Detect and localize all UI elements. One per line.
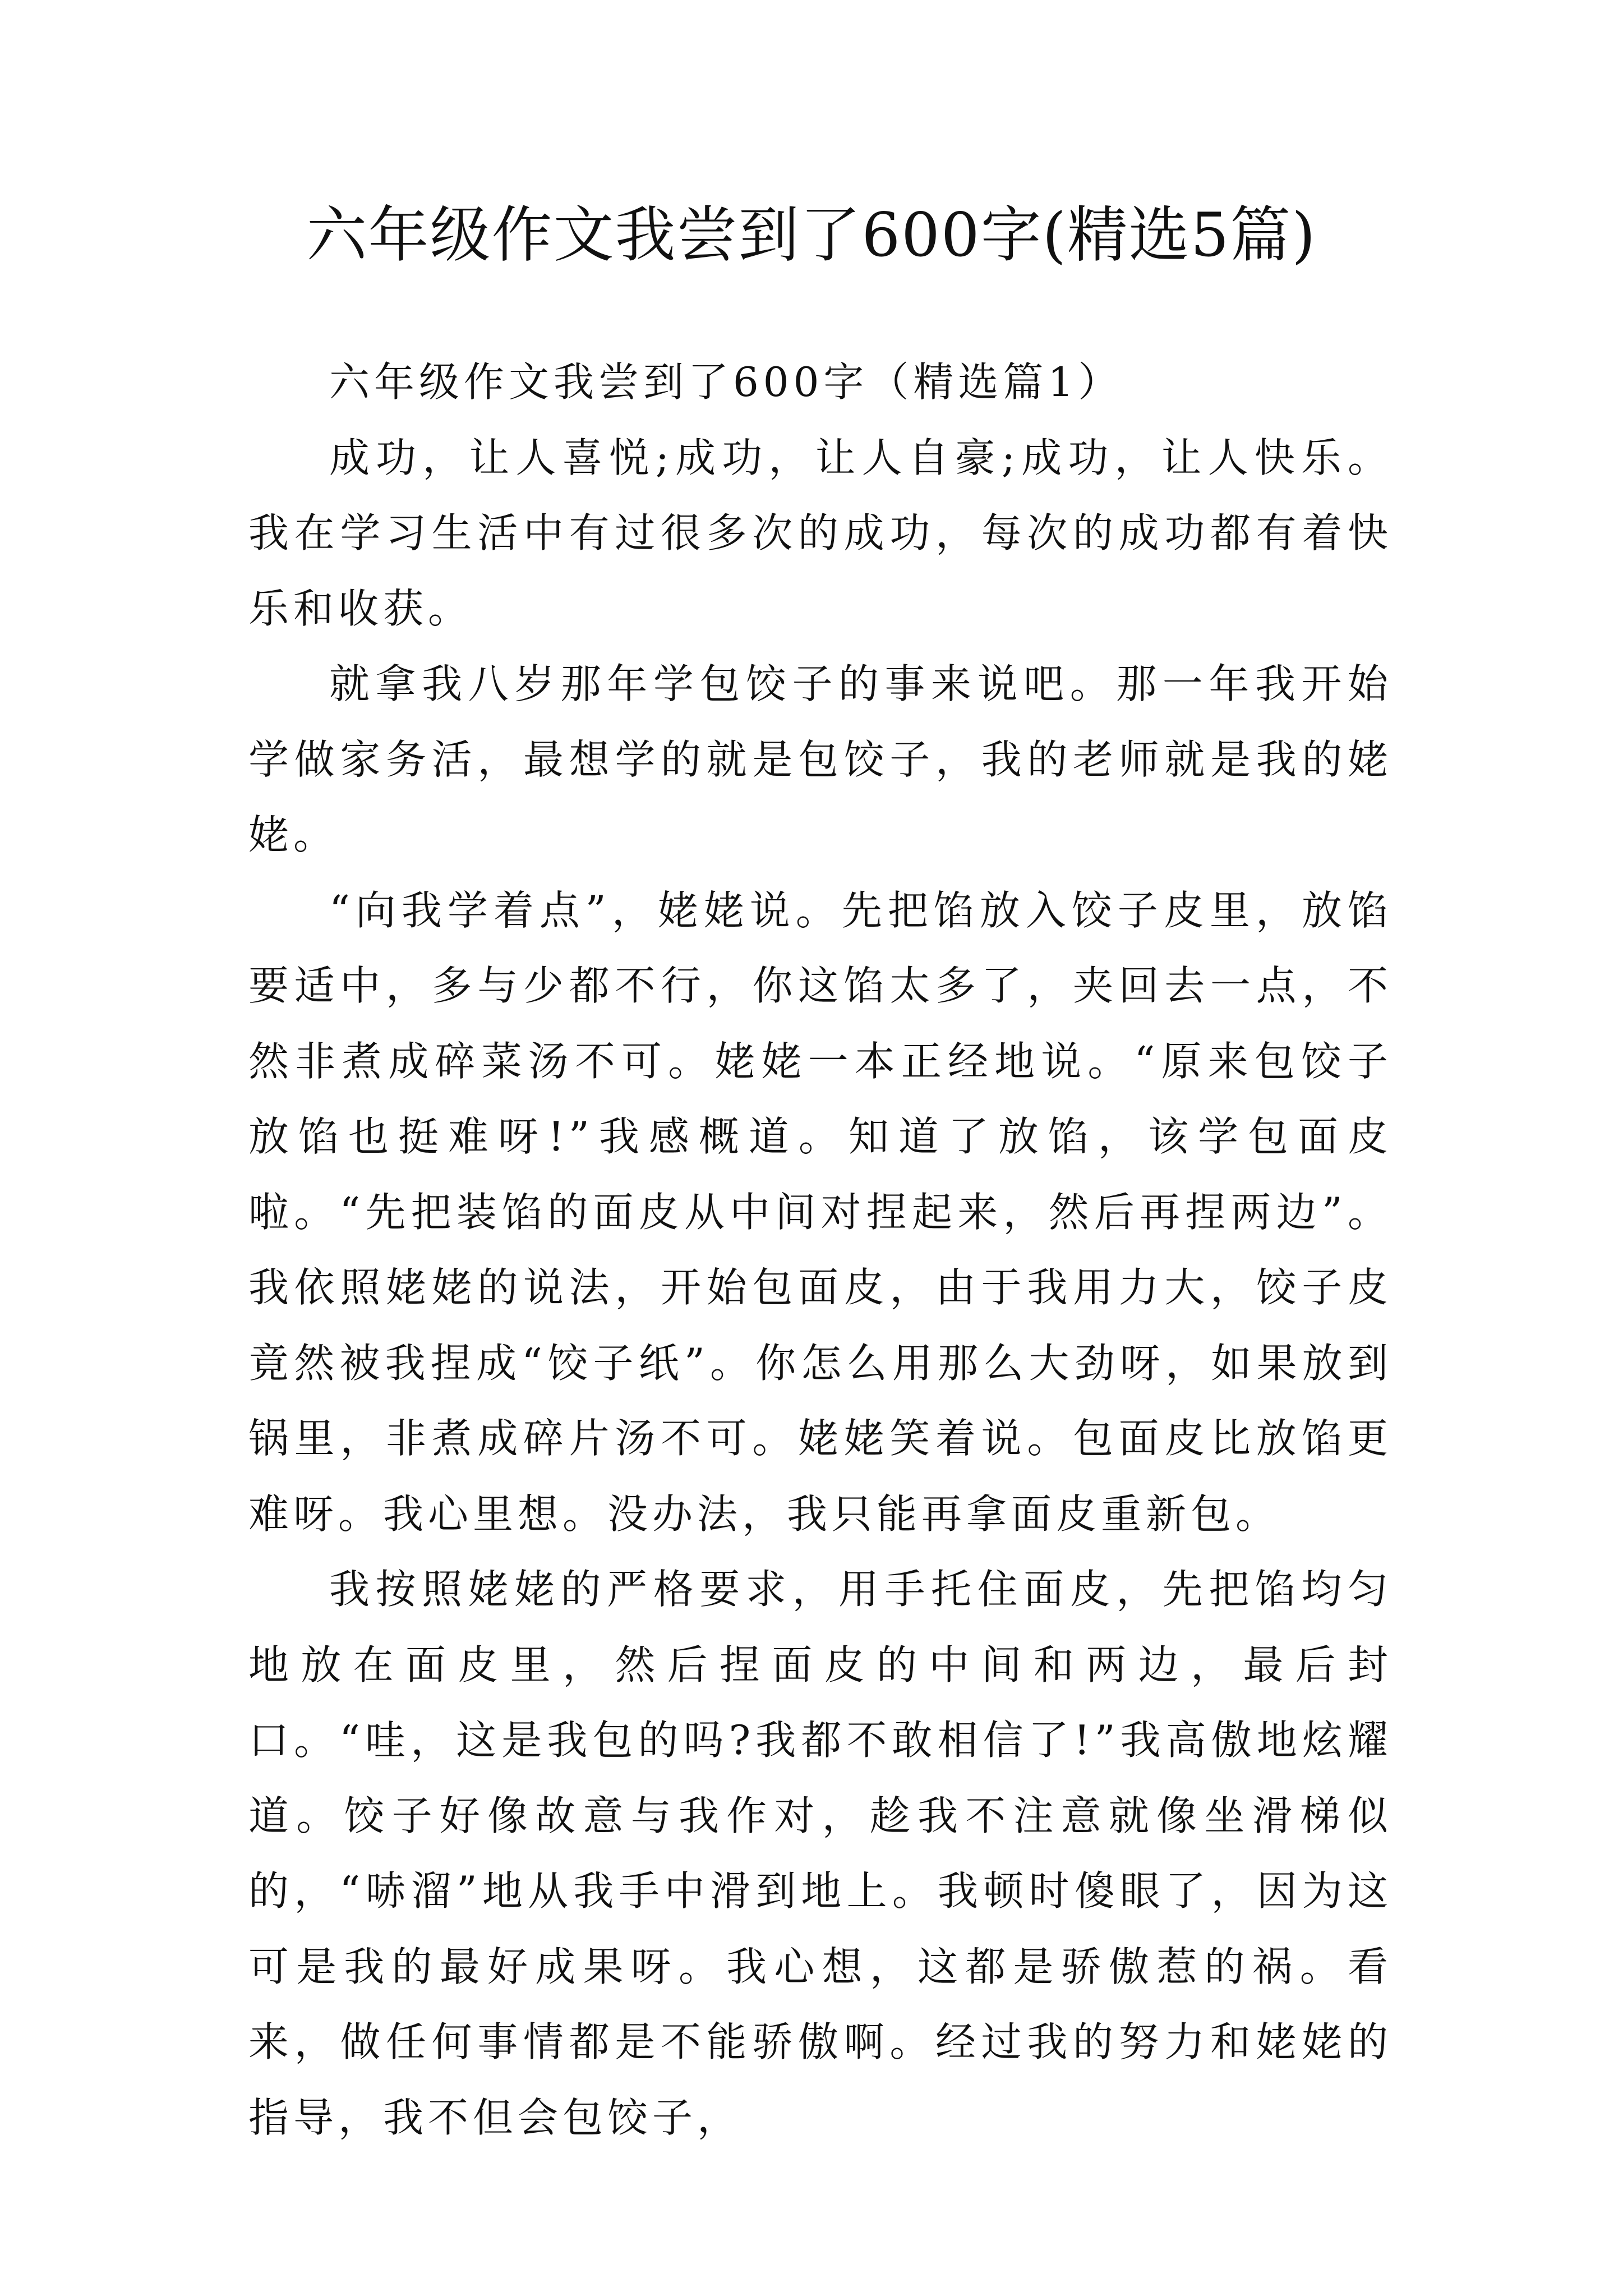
document-title: 六年级作文我尝到了600字(精选5篇) xyxy=(306,200,1317,270)
paragraph: 成功，让人喜悦;成功，让人自豪;成功，让人快乐。我在学习生活中有过很多次的成功，每次的成功都有着快乐和收获。 xyxy=(248,434,1393,632)
paragraph: 就拿我八岁那年学包饺子的事来说吧。那一年我开始学做家务活，最想学的就是包饺子，我的老师就是我的姥姥。 xyxy=(248,660,1393,858)
document-body xyxy=(248,344,1393,2155)
paragraph: “向我学着点”，姥姥说。先把馅放入饺子皮里，放馅要适中，多与少都不行，你这馅太多了，夹回去一点，不然非煮成碎菜汤不可。姥姥一本正经地说。“原来包饺子放馅也挺难呀!”我感概道。知道了放馅，该学包面皮啦。“先把装馅的面皮从中间对捏起来，然后再捏两边”。我依照姥姥的说法，开始包面皮，由于我用力大，饺子皮竟然被我捏成“饺子纸”。你怎么用那么大劲呀，如果放到锅里，非煮成碎片汤不可。姥姥笑着说。包面皮比放馅更难呀。我心里想。没办法，我只能再拿面皮重新包。 xyxy=(248,886,1393,1538)
paragraph: 我按照姥姥的严格要求，用手托住面皮，先把馅均匀地放在面皮里，然后捏面皮的中间和两边，最后封口。“哇，这是我包的吗?我都不敢相信了!”我高傲地炫耀道。饺子好像故意与我作对，趁我不注意就像坐滑梯似的，“哧溜”地从我手中滑到地上。我顿时傻眼了，因为这可是我的最好成果呀。我心想，这都是骄傲惹的祸。看来，做任何事情都是不能骄傲啊。经过我的努力和姥姥的指导，我不但会包饺子， xyxy=(248,1566,1393,2141)
section-heading: 六年级作文我尝到了600字（精选篇1） xyxy=(329,358,1123,406)
